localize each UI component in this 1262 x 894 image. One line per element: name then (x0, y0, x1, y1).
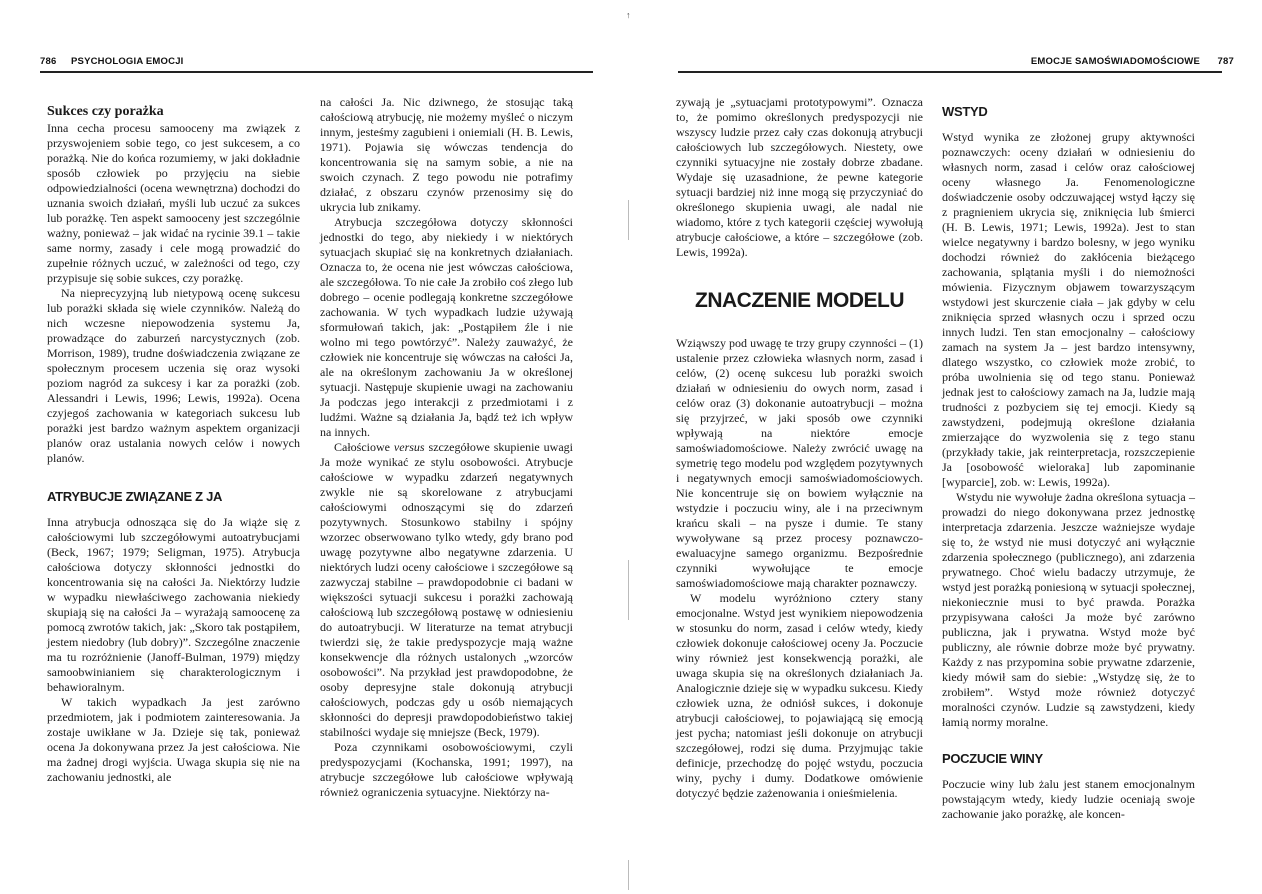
heading-znaczenie-modelu: ZNACZENIE MODELU (695, 289, 904, 312)
paragraph: Wziąwszy pod uwagę te trzy grupy czynności – (1) ustalenie przez człowieka własnych norm, zasad i celów, (2) ocenę sukcesu lub porażki swoich działań w odniesieniu do owych norm, zasad i celów oraz (3) dokonanie autoatrybucji – można się przyjrzeć, w jaki sposób owe czynniki wpływają na niektóre emocje samoświadomościowe. Należy zwrócić uwagę na symetrię tego modelu pod względem pozytywnych i negatywnych emocji samoświadomościowych. Nie koncentruje się on bowiem wyłącznie na wstydzie i poczuciu winy, ale i na przeciwnym krańcu skali – na pysze i dumie. Te stany wywoływane są przez procesy poznawczo-ewaluacyjne samego organizmu. Bezpośrednie czynniki wywołujące te emocje samoświadomościowe mają charakter poznawczy. (676, 336, 923, 590)
paragraph: Wstyd wynika ze złożonej grupy aktywności poznawczych: oceny działań w odniesieniu do własnych norm, zasad i celów oraz całościowej oceny własnego Ja. Fenomenologiczne doświadczenie osoby odczuwającej wstyd łączy się z pragnieniem ukrycia się, zniknięcia lub śmierci (H. B. Lewis, 1971; Lewis, 1992a). Jest to stan wielce negatywny i bardzo bolesny, w jego wyniku dochodzi również do zakłócenia bieżącego zachowania, splątania myśli i do niemożności mówienia. Fizycznym objawem towarzyszącym wstydowi jest skurczenie ciała – jak gdyby w celu zniknięcia sprzed własnych oczu i sprzed oczu innych ludzi. Ten stan emocjonalny – całościowy zamach na system Ja – jest bardzo intensywny, dlatego wszystko, co człowiek może zrobić, to próba uwolnienia się od tego stanu. Ponieważ jednak jest to całościowy zamach na Ja, ludzie mają trudności z pozbyciem się tej emocji. Kiedy są zawstydzeni, podejmują określone działania zmierzające do wyzwolenia się z tego stanu (przykłady takie, jak reinterpretacja, rozszczepienie Ja [osobowość wieloraka] lub zapominanie [wyparcie], zob. w: Lewis, 1992a). (942, 130, 1195, 489)
left-page-number: 786 (40, 56, 57, 67)
left-header-rule (40, 71, 593, 73)
paragraph: Poza czynnikami osobowościowymi, czyli predyspozycjami (Kochanska, 1991; 1997), na atrybucje szczegółowe lub całościowe wpływają również ograniczenia sytuacyjne. Niektórzy na- (320, 740, 573, 799)
right-page-column-1 (676, 95, 923, 801)
text-run: Całościowe (334, 440, 394, 454)
right-header-rule (678, 71, 1222, 73)
gutter-line (628, 200, 629, 240)
gutter-mark: ↑ (626, 10, 631, 20)
right-page-number: 787 (1217, 56, 1234, 67)
subheading-sukces: Sukces czy porażka (47, 104, 164, 119)
paragraph: W modelu wyróżniono cztery stany emocjonalne. Wstyd jest wynikiem niepowodzenia w stosunku do norm, zasad i celów wtedy, kiedy człowiek dokonuje całościowej oceny Ja. Poczucie winy również jest konsekwencją porażki, ale uwaga skupia się na określonych działaniach Ja. Analogicznie dzieje się w wypadku sukcesu. Kiedy człowiek uzna, że odniósł sukces, i dokonuje atrybucji całościowej, to pojawiającą się emocją jest pycha; natomiast jeśli dokonuje on atrybucji szczegółowej, rodzi się duma. Przyjmując takie definicje, przechodzę do pojęć wstydu, poczucia winy, pychy i dumy. Dodatkowe omówienie dotyczyć będzie zażenowania i onieśmielenia. (676, 591, 923, 800)
paragraph: Inna atrybucja odnosząca się do Ja wiąże się z całościowymi lub szczegółowymi autoatrybucjami (Beck, 1967; 1979; Seligman, 1975). Atrybucja całościowa dotyczy skłonności jednostki do koncentrowania się na całości Ja. Niektórzy ludzie w wypadku niewłaściwego zachowania niekiedy skupiają się na całości Ja – wyrażają samoocenę za pomocą zwrotów takich, jak: „Skoro tak postąpiłem, jestem niedobry (lub dobry)”. Szczególne znaczenie ma tu rozróżnienie (Janoff-Bulman, 1979) między samoobwinianiem się charakterologicznym i behawioralnym. (47, 515, 300, 694)
heading-atrybucje: ATRYBUCJE ZWIĄZANE Z JA (47, 489, 223, 504)
paragraph: Wstydu nie wywołuje żadna określona sytuacja – prowadzi do niego dokonywana przez jednostkę interpretacja zdarzenia. Jeszcze ważniejsze wydaje się to, że wstyd nie musi dotyczyć ani wyłącznie zdarzenia społecznego (publicznego), ani zdarzenia prywatnego. Choć wielu badaczy utrzymuje, że wstyd jest porażką poniesioną w sytuacji społecznej, niekoniecznie musi to być prawda. Porażka przypisywana całości Ja może być zarówno publiczna, jak i prywatna. Wstyd może być publiczny, ale równie dobrze może być prywatny. Każdy z nas przypomina sobie prywatne zdarzenie, kiedy mówił sam do siebie: „Wstydzę się, że to zrobiłem”. Wstyd może również dotyczyć moralności czynów. Ludzie są zawstydzeni, kiedy łamią normy moralne. (942, 490, 1195, 729)
heading-wstyd: WSTYD (942, 104, 988, 119)
left-page-column-2 (320, 95, 573, 800)
paragraph: Atrybucja szczegółowa dotyczy skłonności jednostki do tego, aby niekiedy i w niektórych sytuacjach skupiać się na konkretnych działaniach. Oznacza to, że ocena nie jest wówczas całościowa, ale szczegółowa. To nie całe Ja zrobiło coś złego lub dobrego – ocenie podlegają konkretne szczegółowe zachowania. W tych wypadkach ludzie używają sformułowań takich, jak: „Postąpiłem źle i nie wolno mi tego powtórzyć”. Należy zauważyć, że człowiek nie koncentruje się wówczas na całości Ja, ale na określonym zachowaniu Ja w określonej sytuacji. Następuje skupienie uwagi na zachowaniu Ja podczas jego interakcji z przedmiotami i z ludźmi. Ważne są działania Ja, bądź też ich wpływ na innych. (320, 215, 573, 439)
paragraph: Inna cecha procesu samooceny ma związek z przyswojeniem sobie tego, co jest sukcesem, a co porażką. Nie do końca rozumiemy, w jaki dokładnie sposób człowiek po przyjęciu na siebie odpowiedzialności (ocena wewnętrzna) dochodzi do uznania swoich działań, myśli lub uczuć za sukces lub porażkę. Ten aspekt samooceny jest szczególnie ważny, ponieważ – jak widać na rycinie 39.1 – takie same normy, zasady i cele mogą prowadzić do zupełnie różnych uczuć, w zależności od tego, czy przypisuje się sobie sukces, czy porażkę. (47, 121, 300, 285)
right-running-head: EMOCJE SAMOŚWIADOMOŚCIOWE (1030, 56, 1200, 67)
paragraph (320, 440, 573, 740)
paragraph: na całości Ja. Nic dziwnego, że stosując taką całościową atrybucję, nie możemy myśleć o niczym innym, jesteśmy zagubieni i oniemiali (H. B. Lewis, 1971). Pojawia się wówczas tendencja do koncentrowania się na samym sobie, a nie na swoich czynach. Z tego powodu nie potrafimy działać, z obszaru czynów przenosimy się do ukrycia lub znikamy. (320, 95, 573, 214)
left-page-column-1 (47, 103, 300, 785)
left-running-head: PSYCHOLOGIA EMOCJI (71, 56, 184, 67)
paragraph: W takich wypadkach Ja jest zarówno przedmiotem, jak i podmiotem zainteresowania. Ja zostaje uwikłane w Ja. Dzieje się tak, ponieważ ocena Ja dokonywana przez Ja jest całościowa. Nie ma żadnej drogi wyjścia. Uwaga skupia się nie na zachowaniu jednostki, ale (47, 695, 300, 784)
italic-text: versus (393, 440, 425, 454)
paragraph: Poczucie winy lub żalu jest stanem emocjonalnym powstającym wtedy, kiedy ludzie oceniają swoje zachowanie jako porażkę, ale koncen- (942, 777, 1195, 821)
paragraph: zywają je „sytuacjami prototypowymi”. Oznacza to, że pomimo określonych predyspozycji nie wszyscy ludzie przez cały czas dokonują atrybucji całościowych lub szczegółowych. Niestety, owe czynniki sytuacyjne nie zostały dobrze zbadane. Wydaje się uzasadnione, że pewne kategorie sytuacji bardziej niż inne mogą się przyczyniać do określonego skupienia uwagi, ale nadal nie wiadomo, które z tych kategorii częściej wywołują atrybucje całościowe, a które – szczegółowe (zob. Lewis, 1992a). (676, 95, 923, 259)
paragraph: Na nieprecyzyjną lub nietypową ocenę sukcesu lub porażki składa się wiele czynników. Należą do nich wczesne niepowodzenia systemu Ja, prowadzące do zaburzeń narcystycznych (zob. Morrison, 1989), trudne doświadczenia związane ze społecznym procesem uczenia się oraz wysoki poziom nagród za sukcesy i kar za porażki (zob. Alessandri i Lewis, 1996; Lewis, 1992a). Ocena czyjegoś zachowania w kategoriach sukcesu lub porażki jest bardzo ważnym aspektem organizacji planów oraz ustalania nowych celów i nowych planów. (47, 286, 300, 465)
gutter-line (628, 860, 629, 890)
text-run: szczegółowe skupienie uwagi Ja może wynikać ze stylu osobowości. Atrybucje całościowe w wypadku zdarzeń negatywnych zwykle nie są skorelowane z atrybucjami całościowymi odnoszącymi się do zdarzeń pozytywnych. Stosunkowo stabilny i spójny wzorzec obserwowano tylko wtedy, gdy brano pod uwagę pozytywne albo negatywne zdarzenia. U niektórych ludzi oceny całościowe i szczegółowe są zazwyczaj stabilne – prawdopodobnie ci badani w większości sytuacji sukcesu i porażki zachowają całościową lub szczegółową postawę w odniesieniu do autoatrybucji. W literaturze na temat atrybucji twierdzi się, że takie predyspozycje mają ważne konsekwencje dla różnych ustalonych „wzorców osobowości”. Na przykład jest prawdopodobne, że osoby depresyjne stale dokonują atrybucji całościowych, podczas gdy u osób niemających skłonności do depresji prawdopodobieństwo takiej stabilności wydaje się mniejsze (Beck, 1979). (320, 440, 573, 739)
gutter-line (628, 560, 629, 620)
right-page-column-2 (942, 103, 1195, 822)
heading-poczucie-winy: POCZUCIE WINY (942, 751, 1043, 766)
